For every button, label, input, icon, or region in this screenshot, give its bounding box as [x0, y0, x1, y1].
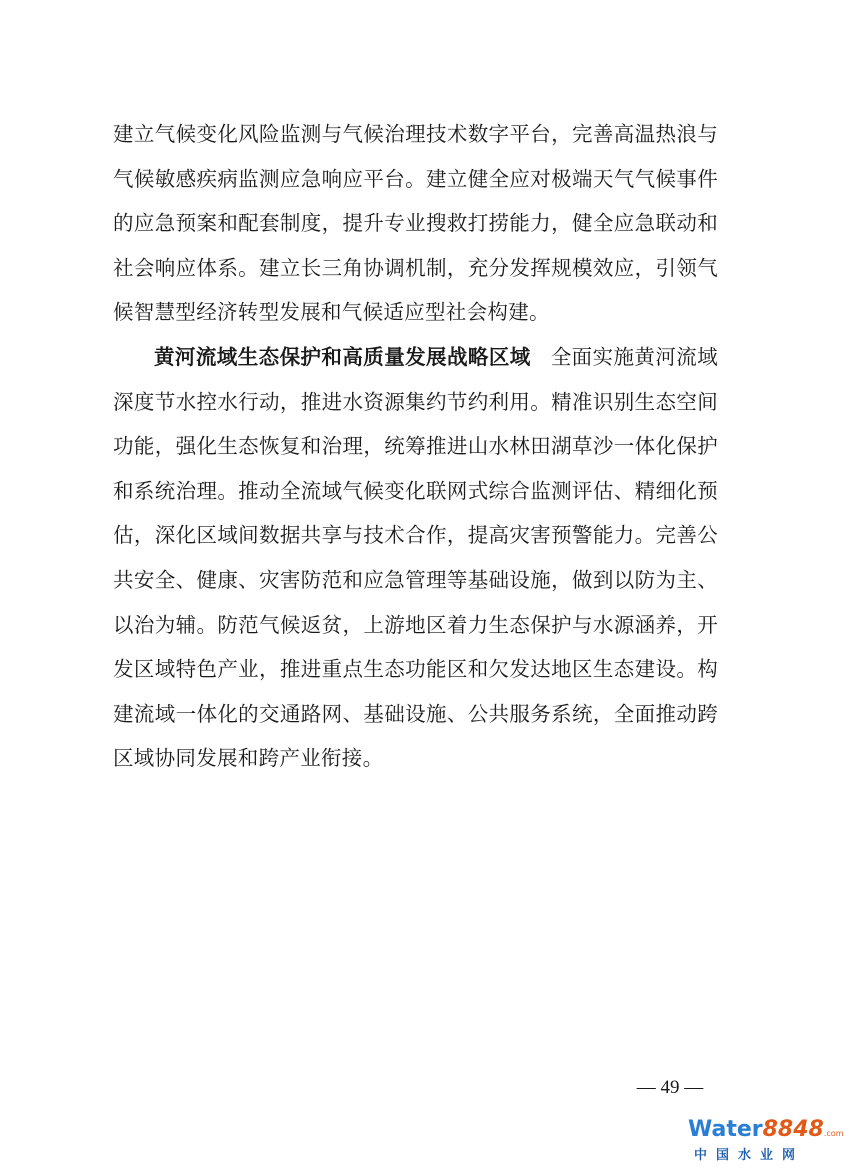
body-text [113, 112, 718, 781]
watermark-domain-suffix: .com [823, 1129, 844, 1138]
paragraph-yellow-river [113, 335, 718, 781]
watermark-brand-line [688, 1118, 844, 1146]
page-number: — 49 — [636, 1077, 704, 1098]
watermark-logo [688, 1117, 844, 1164]
watermark-brand: Water [688, 1117, 763, 1142]
paragraph-body: 全面实施黄河流域深度节水控水行动，推进水资源集约节约利用。精准识别生态空间功能，强化生态恢复和治理，统筹推进山水林田湖草沙一体化保护和系统治理。推动全流域气候变化联网式综合监测评估、精细化预估，深化区域间数据共享与技术合作，提高灾害预警能力。完善公共安全、健康、灾害防范和应急管理等基础设施，做到以防为主、以治为辅。防范气候返贫，上游地区着力生态保护与水源涵养，开发区域特色产业，推进重点生态功能区和欠发达地区生态建设。构建流域一体化的交通路网、基础设施、公共服务系统，全面推动跨区域协同发展和跨产业衔接。 [113, 344, 718, 771]
watermark-chinese-name: 中国水业网 [694, 1148, 805, 1163]
section-heading: 黄河流域生态保护和高质量发展战略区域 [154, 344, 531, 369]
watermark-number: 8848 [762, 1117, 824, 1142]
paragraph-continued: 建立气候变化风险监测与气候治理技术数字平台，完善高温热浪与气候敏感疾病监测应急响应平台。建立健全应对极端天气气候事件的应急预案和配套制度，提升专业搜救打捞能力，健全应急联动和社会响应体系。建立长三角协调机制，充分发挥规模效应，引领气候智慧型经济转型发展和气候适应型社会构建。 [113, 122, 718, 325]
